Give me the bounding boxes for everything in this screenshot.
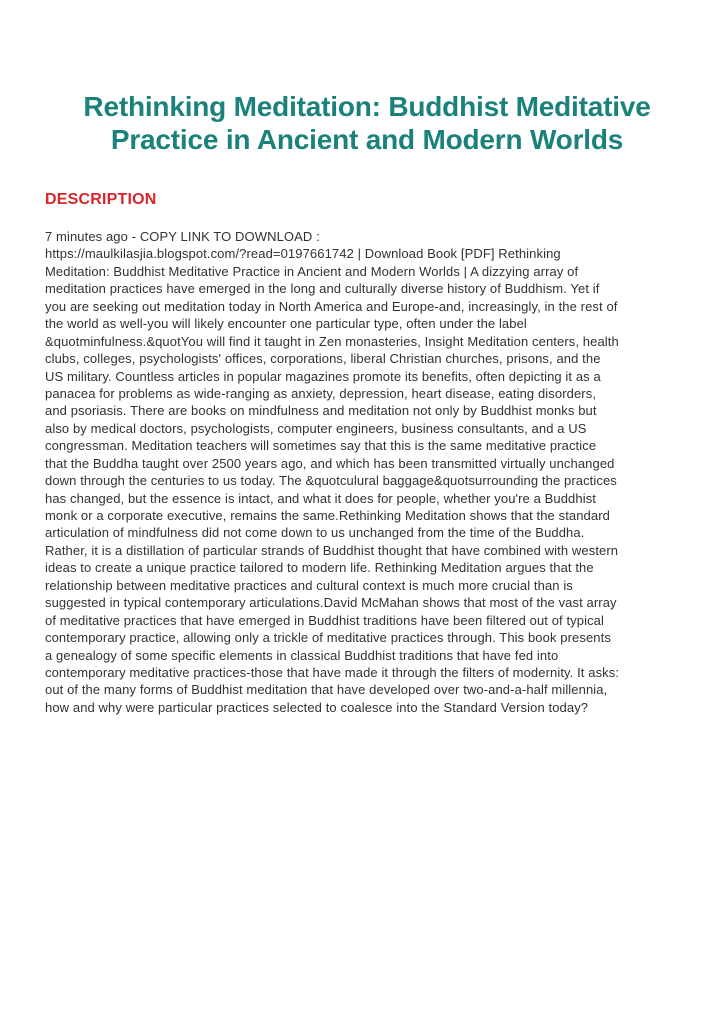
body-text-line: and psoriasis. There are books on mindfulness and meditation not only by Buddhist monks but [45, 403, 597, 419]
body-text-line: clubs, colleges, psychologists' offices, corporations, liberal Christian churches, prisons, and the [45, 351, 601, 367]
body-text-line: congressman. Meditation teachers will sometimes say that this is the same meditative practice [45, 438, 597, 454]
body-text-line: panacea for problems as wide-ranging as anxiety, depression, heart disease, eating disorders, [45, 385, 597, 401]
body-text-line: contemporary practice, allowing only a trickle of meditative practices through. This book presents [45, 630, 611, 646]
body-text-line: meditation practices have emerged in the long and culturally diverse history of Buddhism. Yet if [45, 281, 600, 297]
description-heading: DESCRIPTION [45, 191, 157, 208]
body-text-line: articulation of mindfulness did not come down to us unchanged from the time of the Buddha. [45, 525, 585, 541]
body-text-line: US military. Countless articles in popular magazines promote its benefits, often depicting it as a [45, 368, 601, 384]
body-text-line: that the Buddha taught over 2500 years ago, and which has been transmitted virtually unchanged [45, 455, 615, 471]
body-text-line: also by medical doctors, psychologists, computer engineers, business consultants, and a US [45, 420, 587, 436]
body-text-line: https://maulkilasjia.blogspot.com/?read=0197661742 | Download Book [PDF] Rethinking [45, 246, 561, 262]
body-text-line: monk or a corporate executive, remains the same.Rethinking Meditation shows that the standard [45, 508, 610, 523]
body-text-line: the world as well-you will likely encounter one particular type, often under the label [45, 316, 527, 332]
body-text-line: you are seeking out meditation today in North America and Europe-and, increasingly, in the rest of [45, 298, 618, 314]
body-text-line: how and why were particular practices selected to coalesce into the Standard Version today? [45, 699, 589, 715]
body-text-line: Rather, it is a distillation of particular strands of Buddhist thought that have combined with western [45, 542, 619, 558]
body-text-line: &quotminfulness.&quotYou will find it taught in Zen monasteries, Insight Meditation centers, health [45, 333, 619, 349]
body-text-line: suggested in typical contemporary articulations.David McMahan shows that most of the vast array [45, 595, 617, 611]
body-text-line: 7 minutes ago - COPY LINK TO DOWNLOAD : [45, 229, 320, 244]
body-text-line: out of the many forms of Buddhist meditation that have developed over two-and-a-half millennia, [45, 682, 608, 698]
body-text-line: of meditative practices that have emerged in Buddhist traditions have been filtered out of typical [45, 612, 605, 628]
body-text-line: has changed, but the essence is intact, and what it does for people, whether you're a Buddhist [45, 490, 597, 506]
body-text-line: Meditation: Buddhist Meditative Practice in Ancient and Modern Worlds | A dizzying array of [45, 263, 579, 279]
body-text-line: relationship between meditative practices and cultural context is much more crucial than is [45, 577, 573, 593]
body-text [45, 228, 695, 716]
body-text-line: ideas to create a unique practice tailored to modern life. Rethinking Meditation argues that the [45, 560, 594, 576]
body-text-line: a genealogy of some specific elements in classical Buddhist traditions that have fed into [45, 647, 559, 663]
body-text-line: down through the centuries to us today. The &quotculural baggage&quotsurrounding the practices [45, 473, 617, 489]
page-title-line-1: Rethinking Meditation: Buddhist Meditative [83, 91, 651, 122]
page-title-line-2: Practice in Ancient and Modern Worlds [110, 124, 624, 155]
page-title [44, 90, 690, 156]
body-text-line: contemporary meditative practices-those that have made it through the filters of modernity. It asks: [45, 664, 620, 680]
